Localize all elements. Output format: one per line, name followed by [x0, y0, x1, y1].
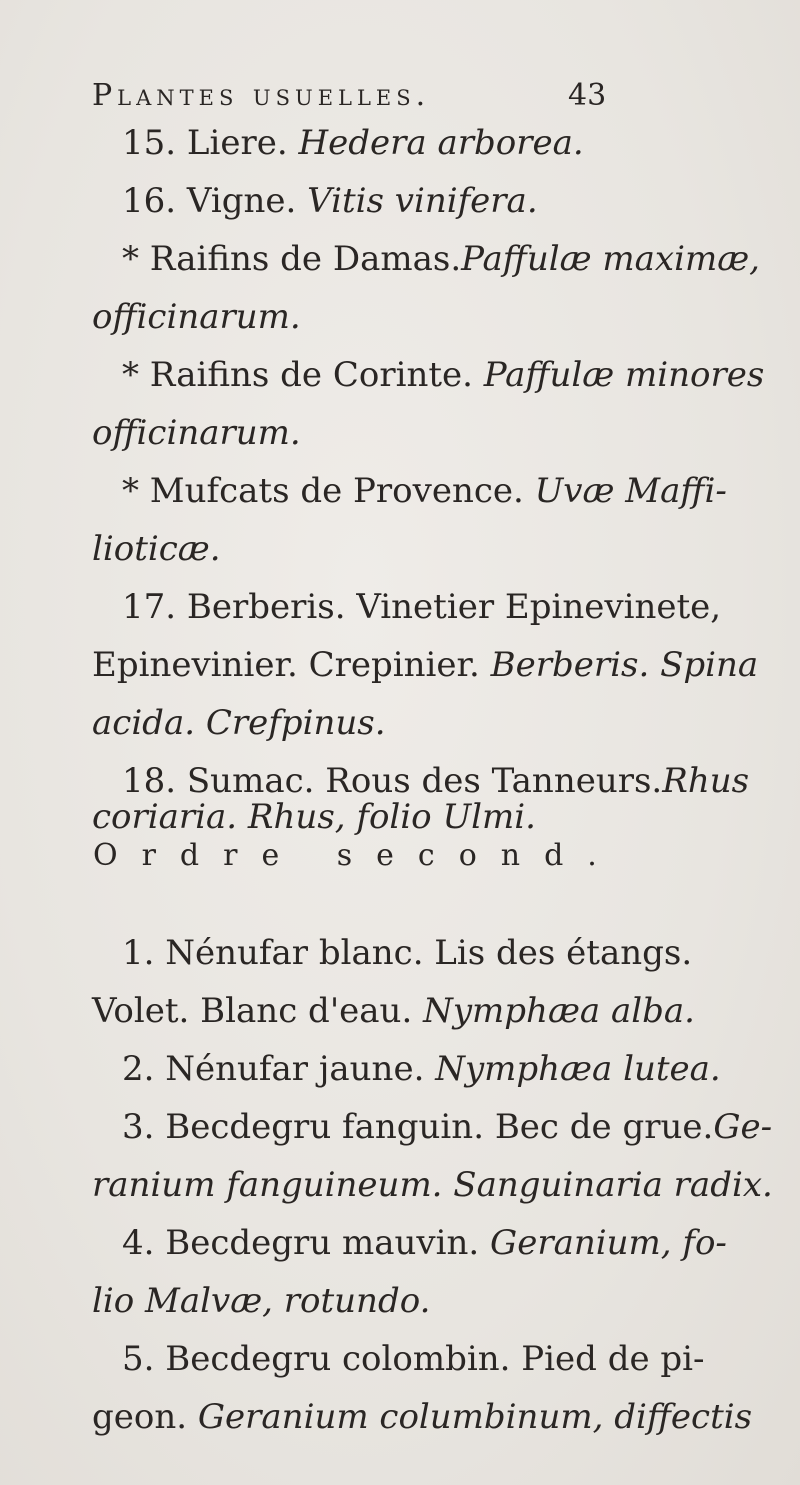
entry-number: * [122, 471, 139, 511]
entry-text: Becdegru colombin. Pied de pi- [154, 1339, 705, 1379]
entry-number: 3. [122, 1107, 155, 1147]
entry-line [92, 413, 301, 453]
entry-text: Raifins de Damas. [139, 239, 462, 279]
entry-latin: officinarum. [92, 413, 301, 453]
entry-latin: Paffulæ maximæ, [461, 239, 760, 279]
entry-latin: Ge- [713, 1107, 773, 1147]
entry-text: Sumac. Rous des Tanneurs. [176, 761, 663, 801]
entry-text: Epinevinier. Crepinier. [92, 645, 491, 685]
entry-number: * [122, 355, 139, 395]
entry-latin: officinarum. [92, 297, 301, 337]
entry-latin: Uvæ Maffi- [534, 471, 727, 511]
entry-line [122, 761, 750, 801]
page-number: 43 [568, 78, 607, 113]
entry-line [122, 239, 760, 279]
entry-line [122, 933, 693, 973]
entry-line [122, 1049, 721, 1089]
section-heading: Ordre second. [93, 838, 621, 873]
entry-latin: Geranium, fo- [490, 1223, 727, 1263]
entry-number: 4. [122, 1223, 155, 1263]
entry-latin: coriaria. Rhus, folio Ulmi. [92, 797, 536, 837]
entry-line [92, 1397, 753, 1437]
entry-latin: Nymphæa lutea. [435, 1049, 721, 1089]
entry-text: Vigne. [176, 181, 308, 221]
entry-line [122, 355, 765, 395]
entry-text: Liere. [176, 123, 299, 163]
entry-line [92, 1281, 431, 1321]
entry-latin: Berberis. Spina [490, 645, 759, 685]
entry-line [122, 123, 584, 163]
entry-line [122, 1223, 727, 1263]
entry-text: Nénufar jaune. [154, 1049, 436, 1089]
entry-number: 2. [122, 1049, 155, 1089]
entry-latin: Geranium columbinum, diffectis [197, 1397, 753, 1437]
entry-text: Nénufar blanc. Lis des étangs. [154, 933, 693, 973]
entry-line [122, 181, 538, 221]
entry-latin: ranium fanguineum. Sanguinaria radix. [92, 1165, 773, 1205]
entry-number: 17. [122, 587, 177, 627]
entry-number: 16. [122, 181, 177, 221]
entry-latin: Hedera arborea. [298, 123, 584, 163]
entry-line [122, 1339, 705, 1379]
entry-text: Berberis. Vinetier Epinevinete, [176, 587, 722, 627]
entry-line [92, 1165, 773, 1205]
entry-line [92, 797, 536, 837]
entry-latin: lio Malvæ, rotundo. [92, 1281, 431, 1321]
entry-text: Becdegru mauvin. [154, 1223, 491, 1263]
entry-number: 15. [122, 123, 177, 163]
entry-text: Mufcats de Provence. [139, 471, 535, 511]
entry-text: Raifins de Corinte. [139, 355, 484, 395]
entry-text: geon. [92, 1397, 198, 1437]
entry-latin: Paffulæ minores [483, 355, 765, 395]
entry-latin: Vitis vinifera. [307, 181, 538, 221]
entry-line [92, 529, 221, 569]
entry-number: 18. [122, 761, 177, 801]
entry-line [92, 645, 759, 685]
running-title: Plantes usuelles. [92, 78, 431, 113]
entry-line [122, 587, 722, 627]
entry-line [92, 703, 386, 743]
running-header [92, 78, 672, 113]
entry-latin: lioticæ. [92, 529, 221, 569]
entry-number: * [122, 239, 139, 279]
entry-line [92, 297, 301, 337]
entry-line [122, 471, 727, 511]
entry-text: Becdegru fanguin. Bec de grue. [154, 1107, 714, 1147]
entry-number: 1. [122, 933, 155, 973]
entry-latin: acida. Crefpinus. [92, 703, 386, 743]
entry-latin: Nymphæa alba. [423, 991, 695, 1031]
entry-number: 5. [122, 1339, 155, 1379]
entry-line [122, 1107, 773, 1147]
entry-text: Volet. Blanc d'eau. [92, 991, 424, 1031]
entry-latin: Rhus [662, 761, 750, 801]
entry-line [92, 991, 695, 1031]
